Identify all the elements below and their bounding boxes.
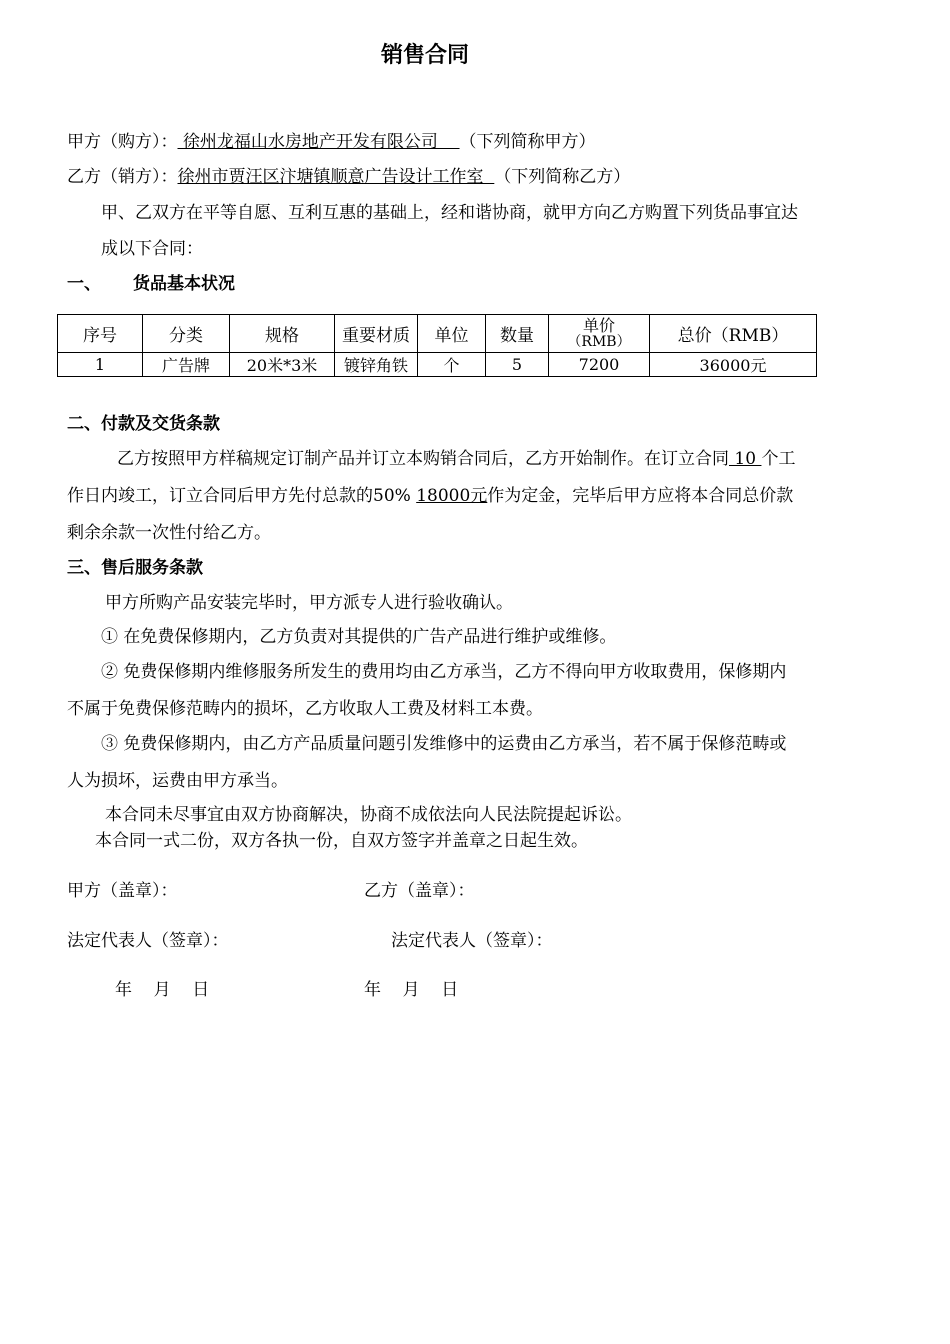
table-cell: 广告牌 [143, 353, 230, 377]
header-cell: 单位 [418, 315, 486, 353]
header-cell: 分类 [143, 315, 230, 353]
table-cell: 36000元 [650, 353, 817, 377]
header-cell: 序号 [58, 315, 143, 353]
party-b-representative-label: 法定代表人（签章）： [391, 931, 553, 951]
party-a-representative-label: 法定代表人（签章）： [67, 931, 229, 951]
section-2-title: 二、付款及交货条款 [67, 414, 220, 434]
section-3-item-2-cont: 不属于免费保修范畴内的损坏，乙方收取人工费及材料工本费。 [67, 699, 543, 719]
header-cell: 重要材质 [335, 315, 418, 353]
closing-p1: 本合同未尽事宜由双方协商解决，协商不成依法向人民法院提起诉讼。 [105, 805, 632, 825]
section-3-item-3: ③ 免费保修期内，由乙方产品质量问题引发维修中的运费由乙方承当，若不属于保修范畴或 [101, 734, 787, 754]
table-cell: 7200 [549, 353, 650, 377]
unit-price-currency: （RMB） [567, 333, 631, 350]
unit-price-label: 单价 [582, 315, 615, 335]
table-cell: 镀锌角铁 [335, 353, 418, 377]
section-2-line-3: 剩余余款一次性付给乙方。 [67, 523, 271, 543]
party-a-date: 年 月 日 [115, 980, 210, 1000]
section-2-line-2 [67, 481, 793, 506]
goods-table [57, 314, 817, 377]
section-3-item-3-cont: 人为损坏，运费由甲方承当。 [67, 771, 288, 791]
party-a-label: 甲方（购方）： [67, 132, 178, 152]
table-cell: 1 [58, 353, 143, 377]
section-1-number: 一、 [67, 274, 101, 294]
party-a-line [67, 127, 596, 152]
party-a-suffix: （下列简称甲方） [459, 132, 596, 152]
table-cell: 个 [418, 353, 486, 377]
party-a-name: 徐州龙福山水房地产开发有限公司 [177, 132, 460, 152]
party-b-name: 徐州市贾汪区汴塘镇顺意广告设计工作室 [177, 167, 495, 187]
section-2-text: 个工 [761, 449, 796, 469]
section-3-item-2: ② 免费保修期内维修服务所发生的费用均由乙方承当，乙方不得向甲方收取费用，保修期内 [101, 662, 787, 682]
party-b-line [67, 162, 630, 187]
section-3-item-1: ① 在免费保修期内，乙方负责对其提供的广告产品进行维护或维修。 [101, 627, 617, 647]
section-2-text: 乙方按照甲方样稿规定订制产品并订立本购销合同后，乙方开始制作。在订立合同 [117, 449, 729, 469]
closing-p2: 本合同一式二份，双方各执一份，自双方签字并盖章之日起生效。 [95, 831, 588, 851]
section-2-line-1 [117, 444, 795, 469]
document-title: 销售合同 [380, 43, 469, 68]
table-header-row [58, 315, 817, 353]
section-2-text: 作日内竣工，订立合同后甲方先付总款的50% [67, 486, 411, 506]
days-value: 10 [729, 449, 762, 469]
intro-line-1: 甲、乙双方在平等自愿、互利互惠的基础上，经和谐协商，就甲方向乙方购置下列货品事宜达 [101, 203, 798, 223]
deposit-value: 18000元 [416, 486, 488, 506]
header-cell-unit-price [549, 315, 650, 353]
header-cell: 总价（RMB） [650, 315, 817, 353]
header-cell: 数量 [486, 315, 549, 353]
party-b-label: 乙方（销方）： [67, 167, 178, 187]
party-b-suffix: （下列简称乙方） [494, 167, 631, 187]
section-1-title: 货品基本状况 [133, 274, 235, 294]
section-3-title: 三、售后服务条款 [67, 558, 203, 578]
table-row [58, 353, 817, 377]
party-b-date: 年 月 日 [364, 980, 459, 1000]
table-cell: 5 [486, 353, 549, 377]
section-2-text: 作为定金，完毕后甲方应将本合同总价款 [487, 486, 794, 506]
section-3-p1: 甲方所购产品安装完毕时，甲方派专人进行验收确认。 [105, 593, 513, 613]
party-a-seal-label: 甲方（盖章）： [67, 881, 178, 901]
table-cell: 20米*3米 [230, 353, 335, 377]
header-cell: 规格 [230, 315, 335, 353]
party-b-seal-label: 乙方（盖章）： [364, 881, 475, 901]
intro-line-2: 成以下合同： [101, 239, 203, 259]
